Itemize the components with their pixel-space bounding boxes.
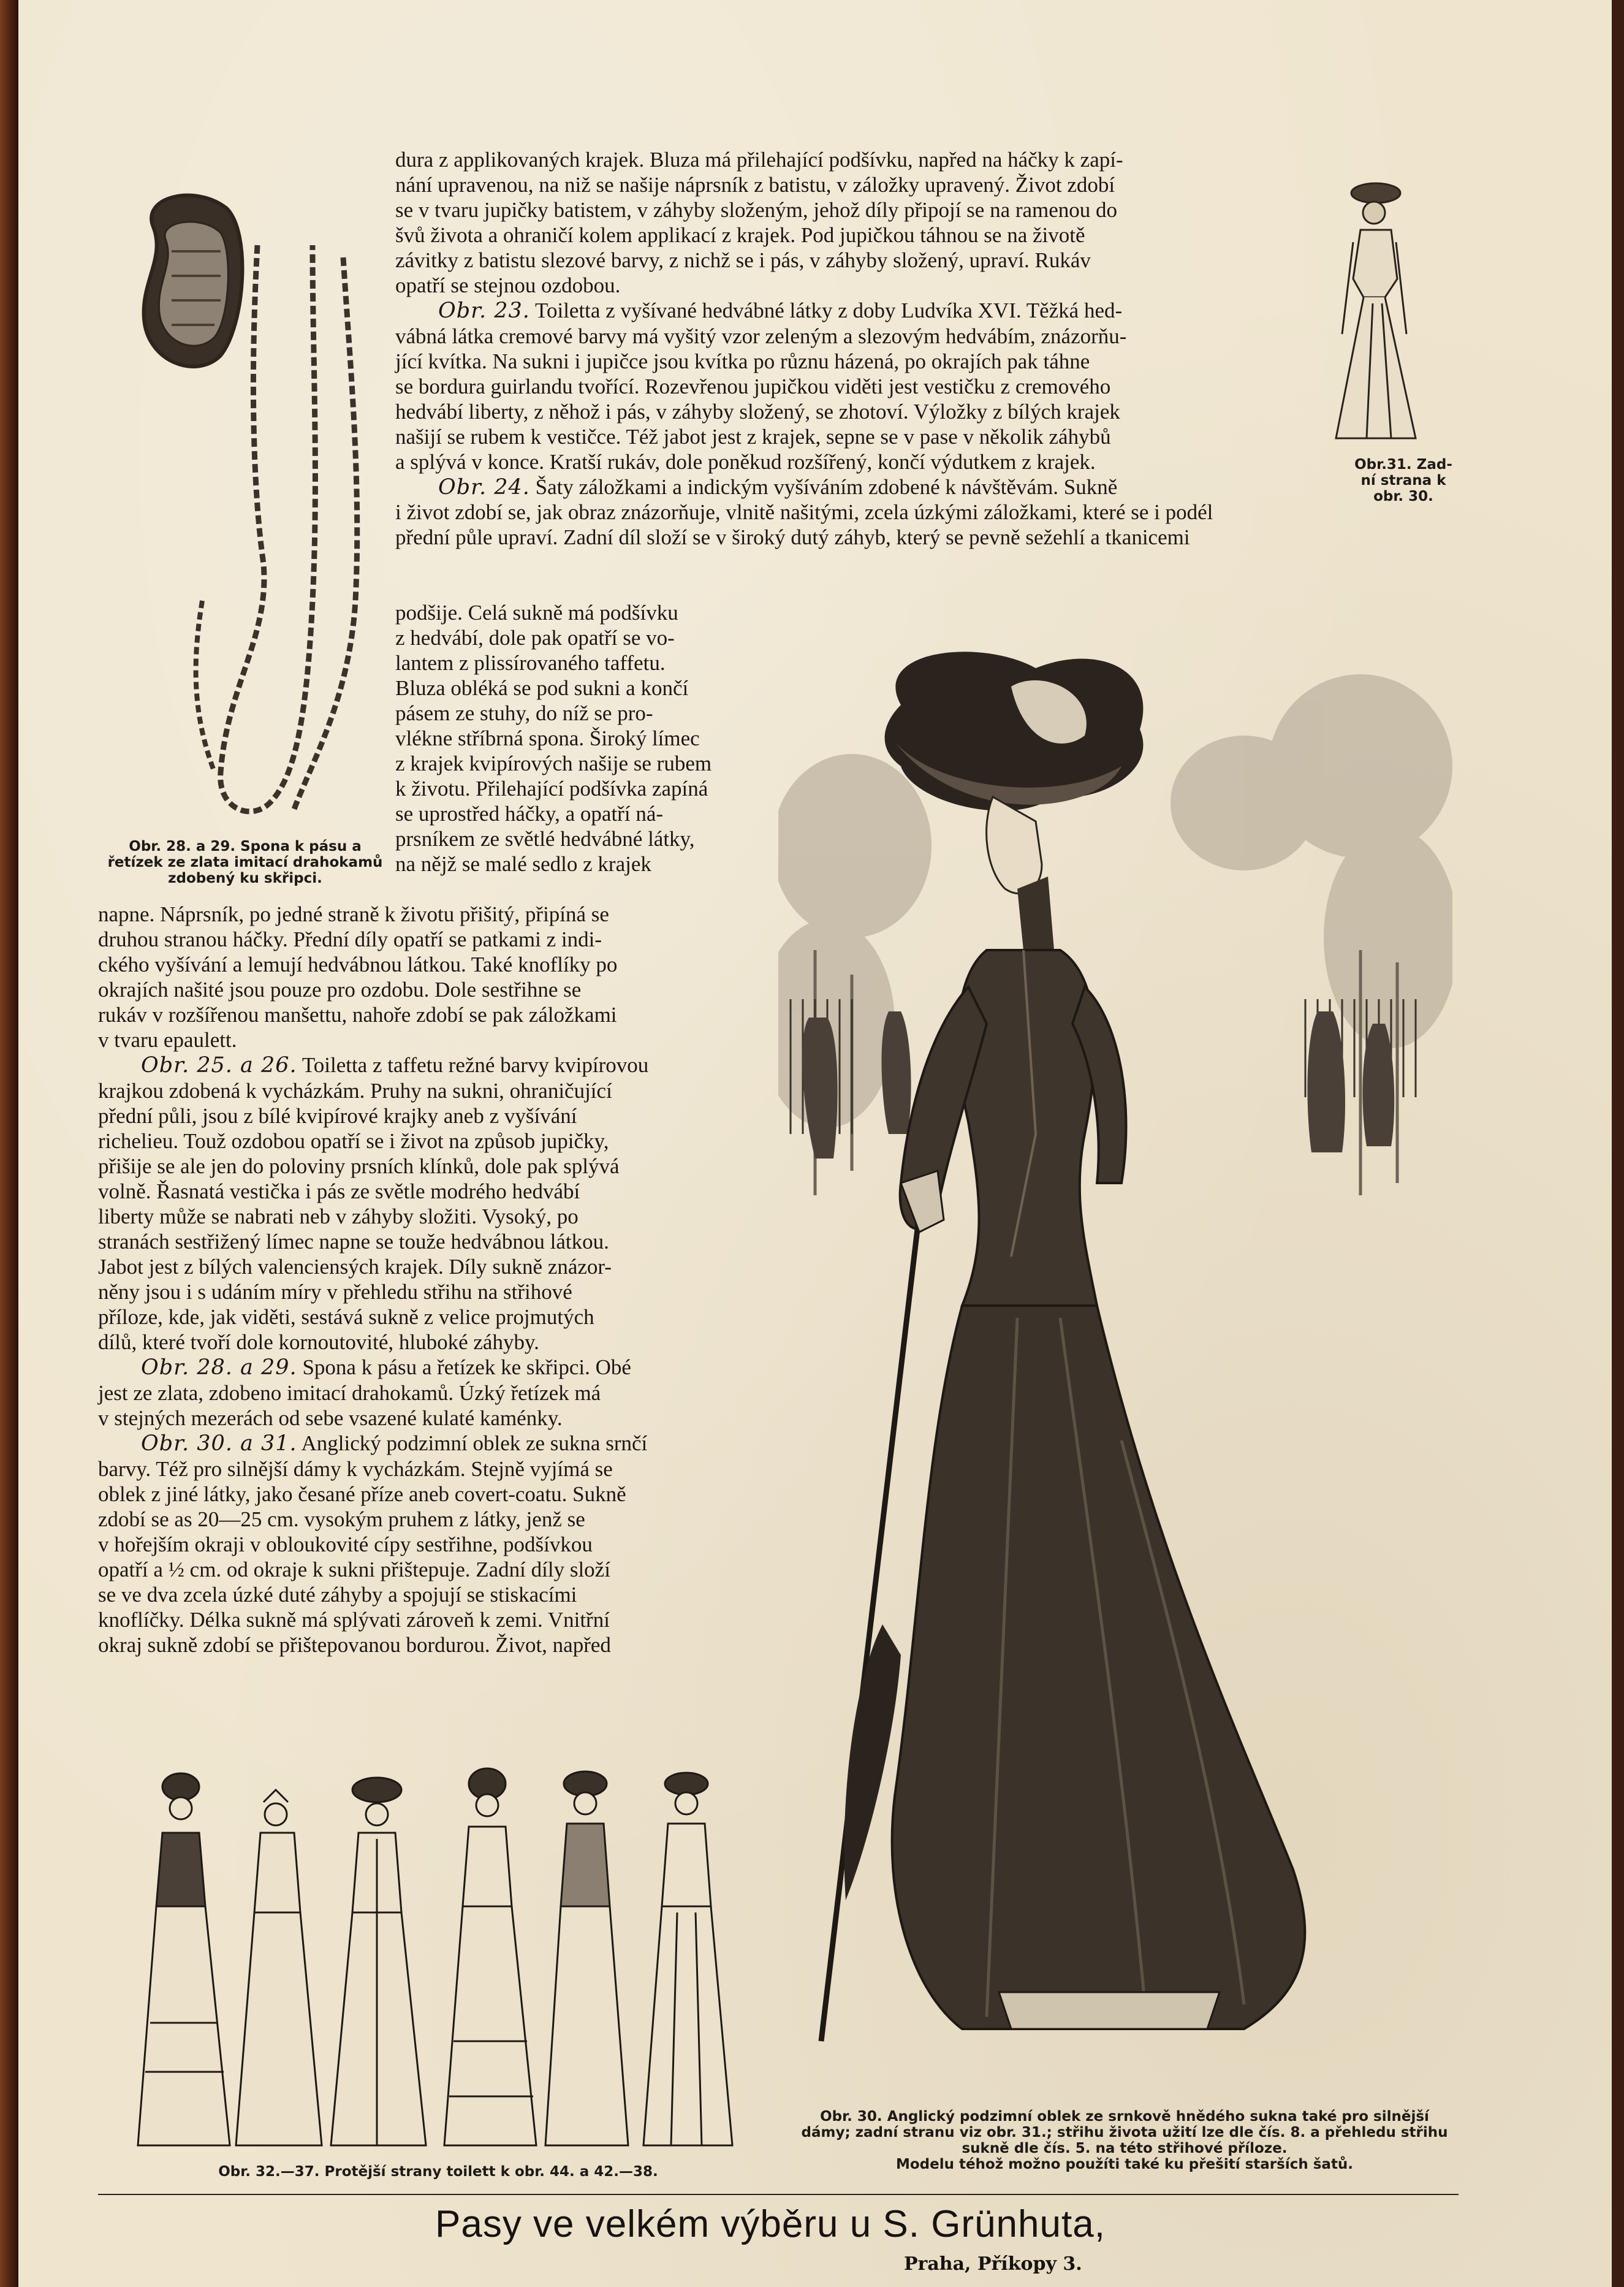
fig31-caption: Obr.31. Zad- ní strana k obr. 30. — [1354, 457, 1452, 504]
advert-address: Praha, Příkopy 3. — [904, 2253, 1082, 2275]
advert-divider — [98, 2194, 1459, 2195]
obr30-label: Obr. 30. a 31. — [141, 1431, 297, 1456]
book-spine-edge — [0, 0, 18, 2287]
obr24-label: Obr. 24. — [438, 475, 530, 500]
obr24-wide-lines: i život zdobí se, jak obraz znázorňuje, vlnitě našitými, zcela úzkými záložkami, které se i podél přední půle upraví. Zadní díl složí se v široký dutý záhyb, který se pevně sežehlí a tkanicemi — [395, 500, 1213, 549]
lady-walking-illustration — [778, 644, 1452, 2115]
fig30-caption: Obr. 30. Anglický podzimní oblek ze srnkově hnědého sukna také pro silnější dámy; zadní stranu viz obr. 31.; střihu života užití lze dle čís. 8. a přehledu střihu sukně dle čís. 5. na této střihové příloze. Modelu téhož možno použíti také ku přešití starších šatů. — [801, 2109, 1448, 2172]
left-text-block: napne. Náprsník, po jedné straně k životu přišitý, připíná se druhou stranou háčky. Přední díly opatří se patkami z indi- ckého vyšívání a lemují hedvábnou látkou. Také knoflíky po okrajích našité jsou pouze pro ozdobu. Dole sestřihne se rukáv v rozšířenou manšettu, nahoře zdobí se pak záložkami v tvaru epaulett. Obr. 25. a 26. Toiletta z taffetu režné barvy kvipírovou krajkou zdobená k vycházkám. Pruhy na sukni, ohraničující přední půli, jsou z bílé kvipírové krajky aneb z vyšívání richelieu. Touž ozdobou opatří se i život na způsob jupičky, přišije se ale jen do poloviny prsních klínků, dole pak splývá volně. Řasnatá vestička i pás ze světle modrého hedvábí liberty může se nabrati neb v záhyby složiti. Vysoký, po stranách sestřižený límec napne se touže hedvábnou látkou. Jabot jest z bílých valenciensých krajek. Díly sukně znázor- něny jsou i s udáním míry v přehledu střihu na střihové příloze, kde, jak viděti, sestává sukně z velice projmutých dílů, které tvoří dole kornoutovité, hluboké záhyby. Obr. 28. a 29. Spona k pásu a řetízek ke skřipci. Obé jest ze zlata, zdobeno imitací drahokamů. Úzký řetízek má v stejných mezerách od sebe vsazené kulaté kaménky. Obr. 30. a 31. Anglický podzimní oblek ze sukna srnčí barvy. Též pro silnější dámy k vycházkám. Stejně vyjímá se oblek z jiné látky, jako česané příze aneb covert-coatu. Sukně zdobí se as 20—25 cm. vysokým pruhem z látky, jenž se v hořejším okraji v obloukovité cípy sestřihne, podšívkou opatří a ½ cm. od okraje k sukni přištepuje. Zadní díly složí se ve dva zcela úzké duté záhyby a spojují se stiskacími knoflíčky. Délka sukně má splývati zároveň k zemi. Vnitřní okraj sukně zdobí se přištepovanou bordurou. Život, napřed — [98, 902, 649, 1657]
obr25-label: Obr. 25. a 26. — [141, 1053, 297, 1078]
narrow-text-block: podšije. Celá sukně má podšívku z hedvábí, dole pak opatří se vo- lantem z plissírovaného taffetu. Bluza obléká se pod sukni a končí pásem ze stuhy, do níž se pro- vlékne stříbrná spona. Široký límec z krajek kvipírových našije se rubem k životu. Přilehající podšívka zapíná se uprostřed háčky, a opatří ná- prsníkem ze světlé hedvábné látky, na nějž se malé sedlo z krajek — [395, 601, 712, 876]
fig28-caption: Obr. 28. a 29. Spona k pásu a řetízek ze zlata imitací drahokamů zdobený ku skřipci. — [107, 839, 383, 886]
buckle-chain-illustration — [129, 172, 392, 834]
top-text-block: dura z applikovaných krajek. Bluza má přilehající podšívku, napřed na háčky k zapí- nání upravenou, na niž se našije náprsník z batistu, v záložky upravený. Život zdobí se v tvaru jupičky batistem, v záhyby složeným, jehož díly připojí se na ramenou do švů života a ohraničí kolem applikací z krajek. Pod jupičkou táhnou se na životě závitky z batistu slezové barvy, z nichž se i pás, v záhyby složený, upraví. Rukáv opatří se stejnou ozdobou. Obr. 23. Toiletta z vyšívané hedvábné látky z doby Ludvíka XVI. Těžká hed- vábná látka cremové barvy má vyšitý vzor zeleným a slezovým hedvábím, znázorňu- jící kvítka. Na sukni i jupičce jsou kvítka po různu házená, po okrajích pak táhne se bordura guirlandu tvořící. Rozevřenou jupičkou viděti jest vestičku z cremového hedvábí liberty, z něhož i pás, v záhyby složený, se zhotoví. Výložky z bílých krajek našijí se rubem k vestičce. Též jabot jest z krajek, sepne se v pase v několik záhybů a splývá v konce. Kratší rukáv, dole poněkud rozšířený, končí výdutkem z krajek. Obr. 24. Šaty záložkami a indickým vyšíváním zdobené k návštěvám. Sukně — [395, 148, 1127, 500]
six-dress-outlines-illustration — [126, 1765, 745, 2158]
obr23-label: Obr. 23. — [438, 299, 530, 323]
obr28-label: Obr. 28. a 29. — [141, 1355, 297, 1380]
advert-headline: Pasy ve velkém výběru u S. Grünhuta, — [435, 2203, 1106, 2245]
fig32-caption: Obr. 32.—37. Protější strany toilett k obr. 44. a 42.—38. — [218, 2164, 658, 2180]
magazine-page — [18, 0, 1612, 2287]
